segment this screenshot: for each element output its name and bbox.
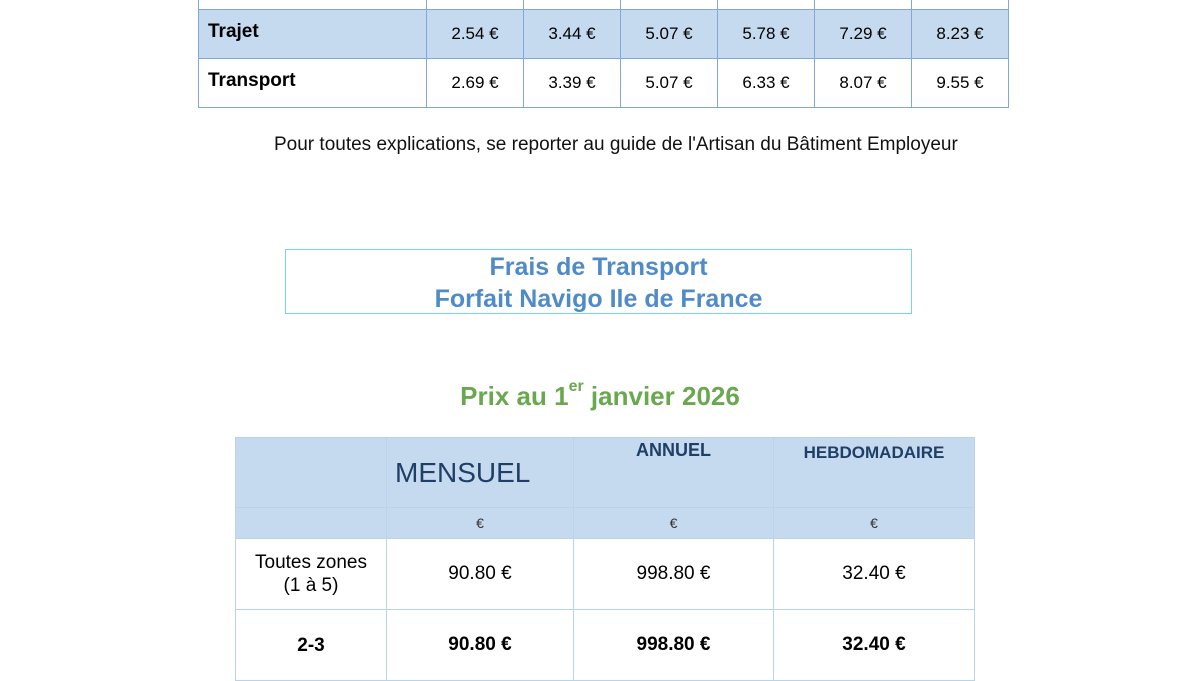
table-row <box>236 539 975 610</box>
cell-value: 5.78 € <box>718 10 815 59</box>
unit-cell: € <box>574 508 774 539</box>
header-empty <box>236 438 387 508</box>
row-label <box>199 0 427 10</box>
zone-label: Toutes zones (1 à 5) <box>236 539 387 610</box>
price-hebdomadaire: 32.40 € <box>774 539 975 610</box>
cell-value: 6.33 € <box>718 59 815 108</box>
cell-value: 2.69 € <box>427 59 524 108</box>
row-label: Trajet <box>199 10 427 59</box>
table-row <box>199 10 1009 59</box>
cell-value: 8.07 € <box>815 59 912 108</box>
header-hebdomadaire: HEBDOMADAIRE <box>774 438 975 508</box>
price-annuel: 998.80 € <box>574 610 774 681</box>
cell-value: 2.54 € <box>427 10 524 59</box>
section-subtitle: Forfait Navigo Ile de France <box>434 285 763 313</box>
cell-value: 9.55 € <box>912 59 1009 108</box>
price-hebdomadaire: 32.40 € <box>774 610 975 681</box>
zone-label: 2-3 <box>236 610 387 681</box>
header-row <box>236 438 975 508</box>
cell-value: 5.07 € <box>621 10 718 59</box>
cell-value: 7.29 € <box>815 10 912 59</box>
indemnites-table <box>198 0 1009 108</box>
header-annuel: ANNUEL <box>574 438 774 508</box>
price-heading: Prix au 1er janvier 2026 <box>460 378 740 411</box>
table-row <box>236 610 975 681</box>
cell-value: 8.23 € <box>912 10 1009 59</box>
cell-value: 3.44 € <box>524 10 621 59</box>
cell-value <box>621 0 718 10</box>
table-row <box>199 0 1009 10</box>
cell-value <box>815 0 912 10</box>
guide-note: Pour toutes explications, se reporter au guide de l'Artisan du Bâtiment Employeur <box>274 134 958 155</box>
section-title: Frais de Transport <box>489 253 708 281</box>
cell-value <box>524 0 621 10</box>
unit-cell <box>236 508 387 539</box>
price-mensuel: 90.80 € <box>387 539 574 610</box>
section-title-box <box>285 249 912 314</box>
cell-value <box>427 0 524 10</box>
unit-cell: € <box>774 508 975 539</box>
header-mensuel: MENSUEL <box>387 438 574 508</box>
navigo-price-table <box>235 437 975 681</box>
price-annuel: 998.80 € <box>574 539 774 610</box>
row-label: Transport <box>199 59 427 108</box>
unit-cell: € <box>387 508 574 539</box>
cell-value: 5.07 € <box>621 59 718 108</box>
cell-value <box>718 0 815 10</box>
price-mensuel: 90.80 € <box>387 610 574 681</box>
cell-value: 3.39 € <box>524 59 621 108</box>
unit-row <box>236 508 975 539</box>
table-row <box>199 59 1009 108</box>
cell-value <box>912 0 1009 10</box>
